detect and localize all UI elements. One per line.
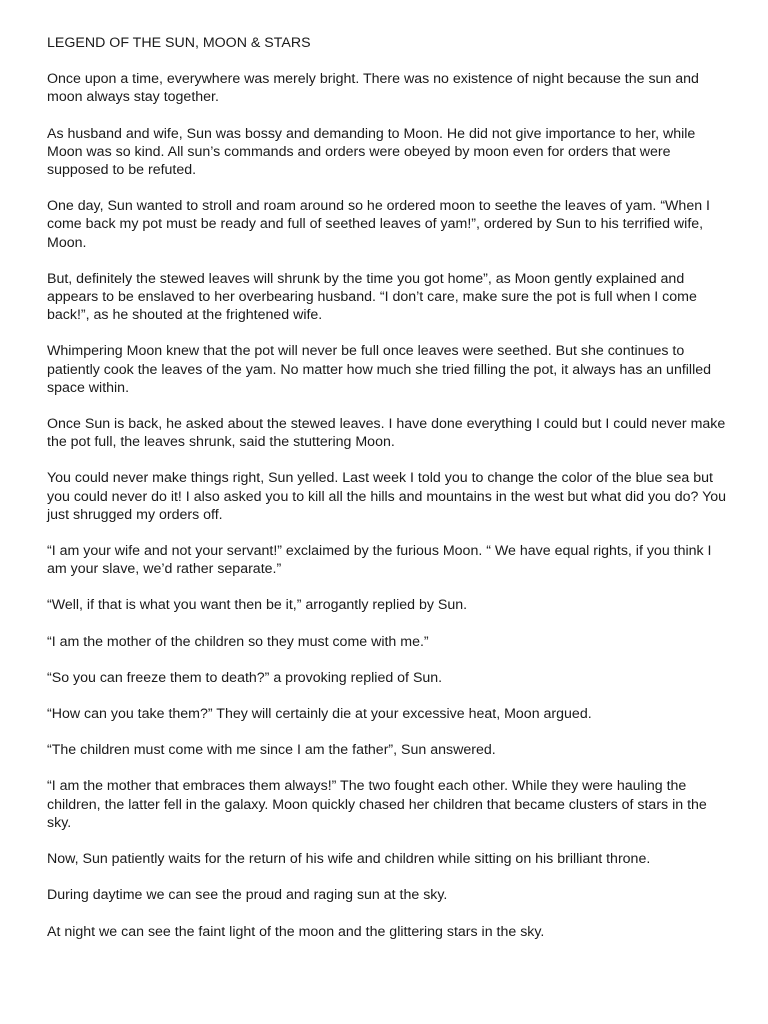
paragraph: “So you can freeze them to death?” a provoking replied of Sun. xyxy=(47,669,443,686)
paragraph: “I am the mother that embraces them always!” The two fought each other. While they were hauling the children, the latter fell in the galaxy. Moon quickly chased her children that became clusters of stars in the sky. xyxy=(47,778,707,831)
paragraph: As husband and wife, Sun was bossy and demanding to Moon. He did not give importance to her, while Moon was so kind. All sun’s commands and orders were obeyed by moon even for orders that were supposed to be refuted. xyxy=(47,125,696,179)
paragraph: “Well, if that is what you want then be it,” arrogantly replied by Sun. xyxy=(47,597,468,614)
paragraph: One day, Sun wanted to stroll and roam around so he ordered moon to seethe the leaves of yam. “When I come back my pot must be ready and full of seethed leaves of yam!”, ordered by Sun to his terrified wife, Moon. xyxy=(47,198,710,251)
paragraph: “I am your wife and not your servant!” exclaimed by the furious Moon. “ We have equal rights, if you think I am your slave, we’d rather separate.” xyxy=(47,543,712,578)
paragraph: Once upon a time, everywhere was merely bright. There was no existence of night because the sun and moon always stay together. xyxy=(47,71,699,106)
document-title: LEGEND OF THE SUN, MOON & STARS xyxy=(47,35,311,51)
paragraph: Once Sun is back, he asked about the stewed leaves. I have done everything I could but I could never make the pot full, the leaves shrunk, said the stuttering Moon. xyxy=(47,416,726,451)
paragraph: Now, Sun patiently waits for the return of his wife and children while sitting on his brilliant throne. xyxy=(47,851,651,868)
document-page xyxy=(47,34,727,959)
paragraph: But, definitely the stewed leaves will shrunk by the time you got home”, as Moon gently explained and appears to be enslaved to her overbearing husband. “I don’t care, make sure the pot is full when I come back!”, as he shouted at the frightened wife. xyxy=(47,270,697,324)
paragraph: “The children must come with me since I am the father”, Sun answered. xyxy=(47,742,496,759)
paragraph: You could never make things right, Sun yelled. Last week I told you to change the color of the blue sea but you could never do it! I also asked you to kill all the hills and mountains in the west but what did you do? You just shrugged my orders off. xyxy=(47,470,727,523)
paragraph: “I am the mother of the children so they must come with me.” xyxy=(47,633,429,650)
paragraph: During daytime we can see the proud and raging sun at the sky. xyxy=(47,887,448,904)
paragraph: Whimpering Moon knew that the pot will never be full once leaves were seethed. But she continues to patiently cook the leaves of the yam. No matter how much she tried filling the pot, it always has an unfilled space within. xyxy=(47,343,712,396)
paragraph: At night we can see the faint light of the moon and the glittering stars in the sky. xyxy=(47,923,545,940)
paragraph: “How can you take them?” They will certainly die at your excessive heat, Moon argued. xyxy=(47,706,592,723)
